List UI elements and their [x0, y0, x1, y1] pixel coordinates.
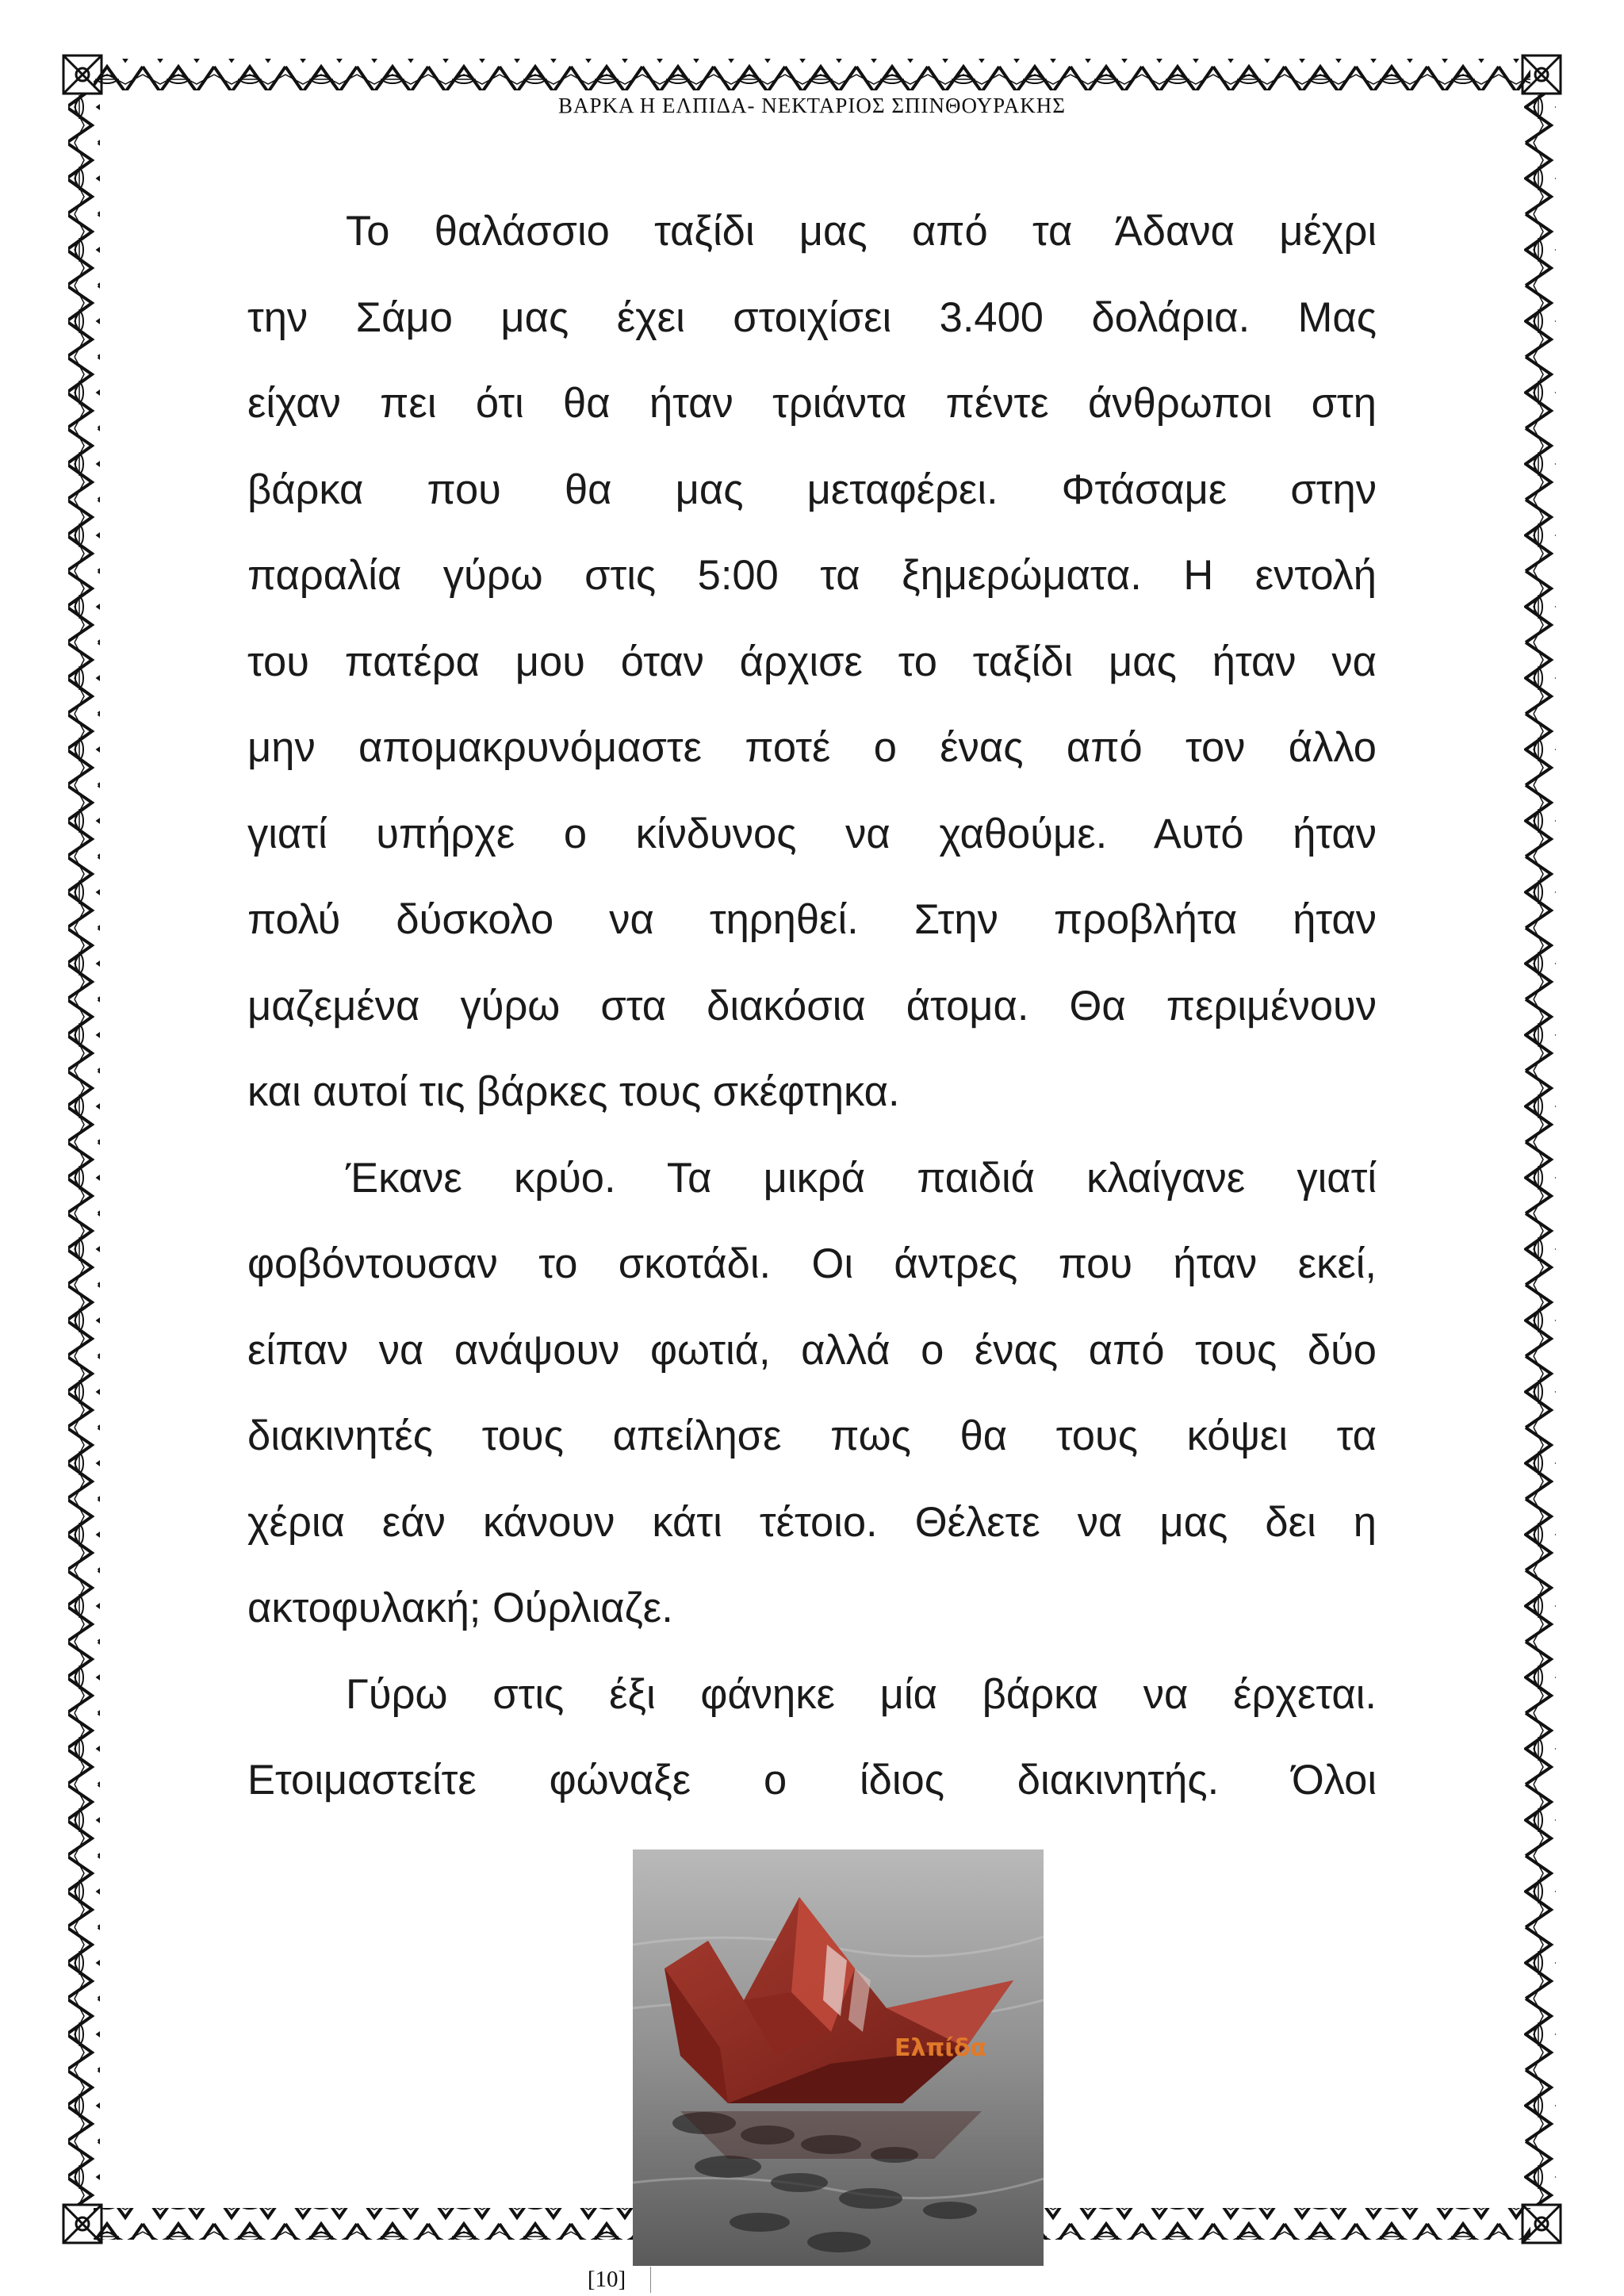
text-line: βάρκα που θα μας μεταφέρει. Φτάσαμε στην — [247, 466, 1377, 513]
text-line: διακινητές τους απείλησε πως θα τους κόψει τα — [247, 1412, 1377, 1459]
text-line: του πατέρα μου όταν άρχισε το ταξίδι μας ήταν να — [247, 638, 1377, 685]
text-line: μαζεμένα γύρω στα διακόσια άτομα. Θα περιμένουν — [247, 982, 1377, 1029]
corner-ornament-bottom-left — [63, 2205, 102, 2243]
text-line: μην απομακρυνόμαστε ποτέ ο ένας από τον άλλο — [247, 724, 1377, 771]
text-line: ακτοφυλακή; Ούρλιαζε. — [247, 1585, 673, 1631]
text-line: Γύρω στις έξι φάνηκε μία βάρκα να έρχεται. — [346, 1670, 1377, 1718]
text-line: είπαν να ανάψουν φωτιά, αλλά ο ένας από τους δύο — [247, 1326, 1377, 1374]
text-line: Το θαλάσσιο ταξίδι μας από τα Άδανα μέχρι — [346, 208, 1377, 255]
text-line: την Σάμο μας έχει στοιχίσει 3.400 δολάρια. Μας — [247, 293, 1377, 341]
paragraph-2 — [247, 1136, 1377, 1652]
running-header: ΒΑΡΚΑ Η ΕΛΠΙΔΑ- ΝΕΚΤΑΡΙΟΣ ΣΠΙΝΘΟΥΡΑΚΗΣ — [558, 94, 1066, 117]
page-number: [10] — [563, 2267, 651, 2293]
paragraph-1 — [247, 189, 1377, 1136]
paragraph-3 — [247, 1652, 1377, 1824]
body-text — [247, 189, 1377, 1824]
text-line: Έκανε κρύο. Τα μικρά παιδιά κλαίγανε γιατί — [346, 1154, 1377, 1202]
corner-ornament-bottom-right — [1522, 2205, 1561, 2243]
text-line: παραλία γύρω στις 5:00 τα ξημερώματα. Η εντολή — [247, 552, 1377, 599]
boat-caption: Ελπίδα — [894, 2034, 987, 2062]
corner-ornament-top-left — [63, 56, 102, 94]
text-line: φοβόντουσαν το σκοτάδι. Οι άντρες που ήταν εκεί, — [247, 1240, 1377, 1287]
text-line: Ετοιμαστείτε φώναξε ο ίδιος διακινητής. Όλοι — [247, 1757, 1377, 1803]
text-line: πολύ δύσκολο να τηρηθεί. Στην προβλήτα ήταν — [247, 896, 1377, 943]
text-line: γιατί υπήρχε ο κίνδυνος να χαθούμε. Αυτό ήταν — [247, 810, 1377, 857]
text-line: και αυτοί τις βάρκες τους σκέφτηκα. — [247, 1068, 900, 1115]
text-line: είχαν πει ότι θα ήταν τριάντα πέντε άνθρωποι στη — [247, 380, 1377, 427]
text-line: χέρια εάν κάνουν κάτι τέτοιο. Θέλετε να μας δει η — [247, 1498, 1377, 1546]
corner-ornament-top-right — [1522, 56, 1561, 94]
